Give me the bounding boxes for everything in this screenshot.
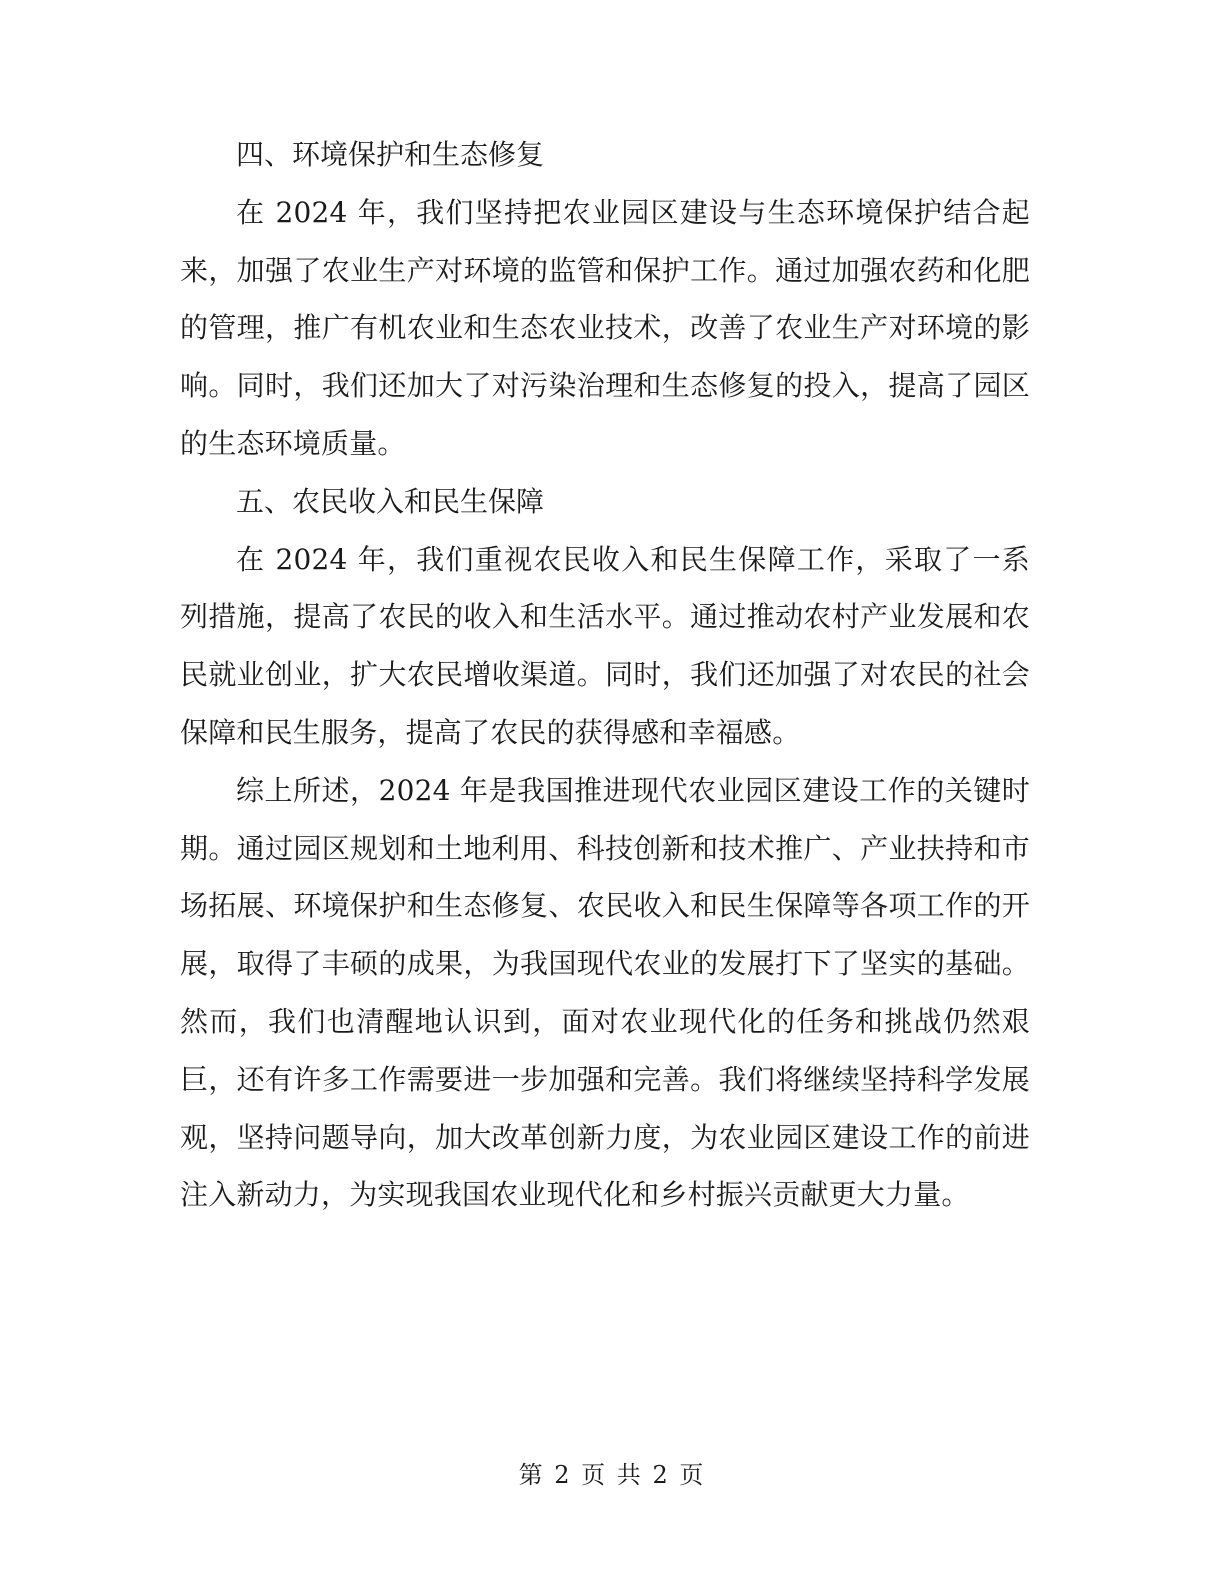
section-paragraph-farmer-income: 在 2024 年，我们重视农民收入和民生保障工作，采取了一系列措施，提高了农民的收入和生活水平。通过推动农村产业发展和农民就业创业，扩大农民增收渠道。同时，我们还加强了对农民的社会保障和民生服务，提高了农民的获得感和幸福感。	[180, 542, 1030, 749]
section-heading-farmer-income: 五、农民收入和民生保障	[236, 484, 545, 518]
section-paragraph-environment: 在 2024 年，我们坚持把农业园区建设与生态环境保护结合起来，加强了农业生产对环境的监管和保护工作。通过加强农药和化肥的管理，推广有机农业和生态农业技术，改善了农业生产对环境的影响。同时，我们还加大了对污染治理和生态修复的投入，提高了园区的生态环境质量。	[180, 195, 1030, 460]
conclusion-paragraph: 综上所述，2024 年是我国推进现代农业园区建设工作的关键时期。通过园区规划和土地利用、科技创新和技术推广、产业扶持和市场拓展、环境保护和生态修复、农民收入和民生保障等各项工作的开展，取得了丰硕的成果，为我国现代农业的发展打下了坚实的基础。然而，我们也清醒地认识到，面对农业现代化的任务和挑战仍然艰巨，还有许多工作需要进一步加强和完善。我们将继续坚持科学发展观，坚持问题导向，加大改革创新力度，为农业园区建设工作的前进注入新动力，为实现我国农业现代化和乡村振兴贡献更大力量。	[180, 773, 1030, 1212]
document-body	[180, 126, 1030, 1224]
section-heading-environment: 四、环境保护和生态修复	[236, 138, 545, 171]
page-number-footer: 第 2 页 共 2 页	[518, 1461, 706, 1489]
